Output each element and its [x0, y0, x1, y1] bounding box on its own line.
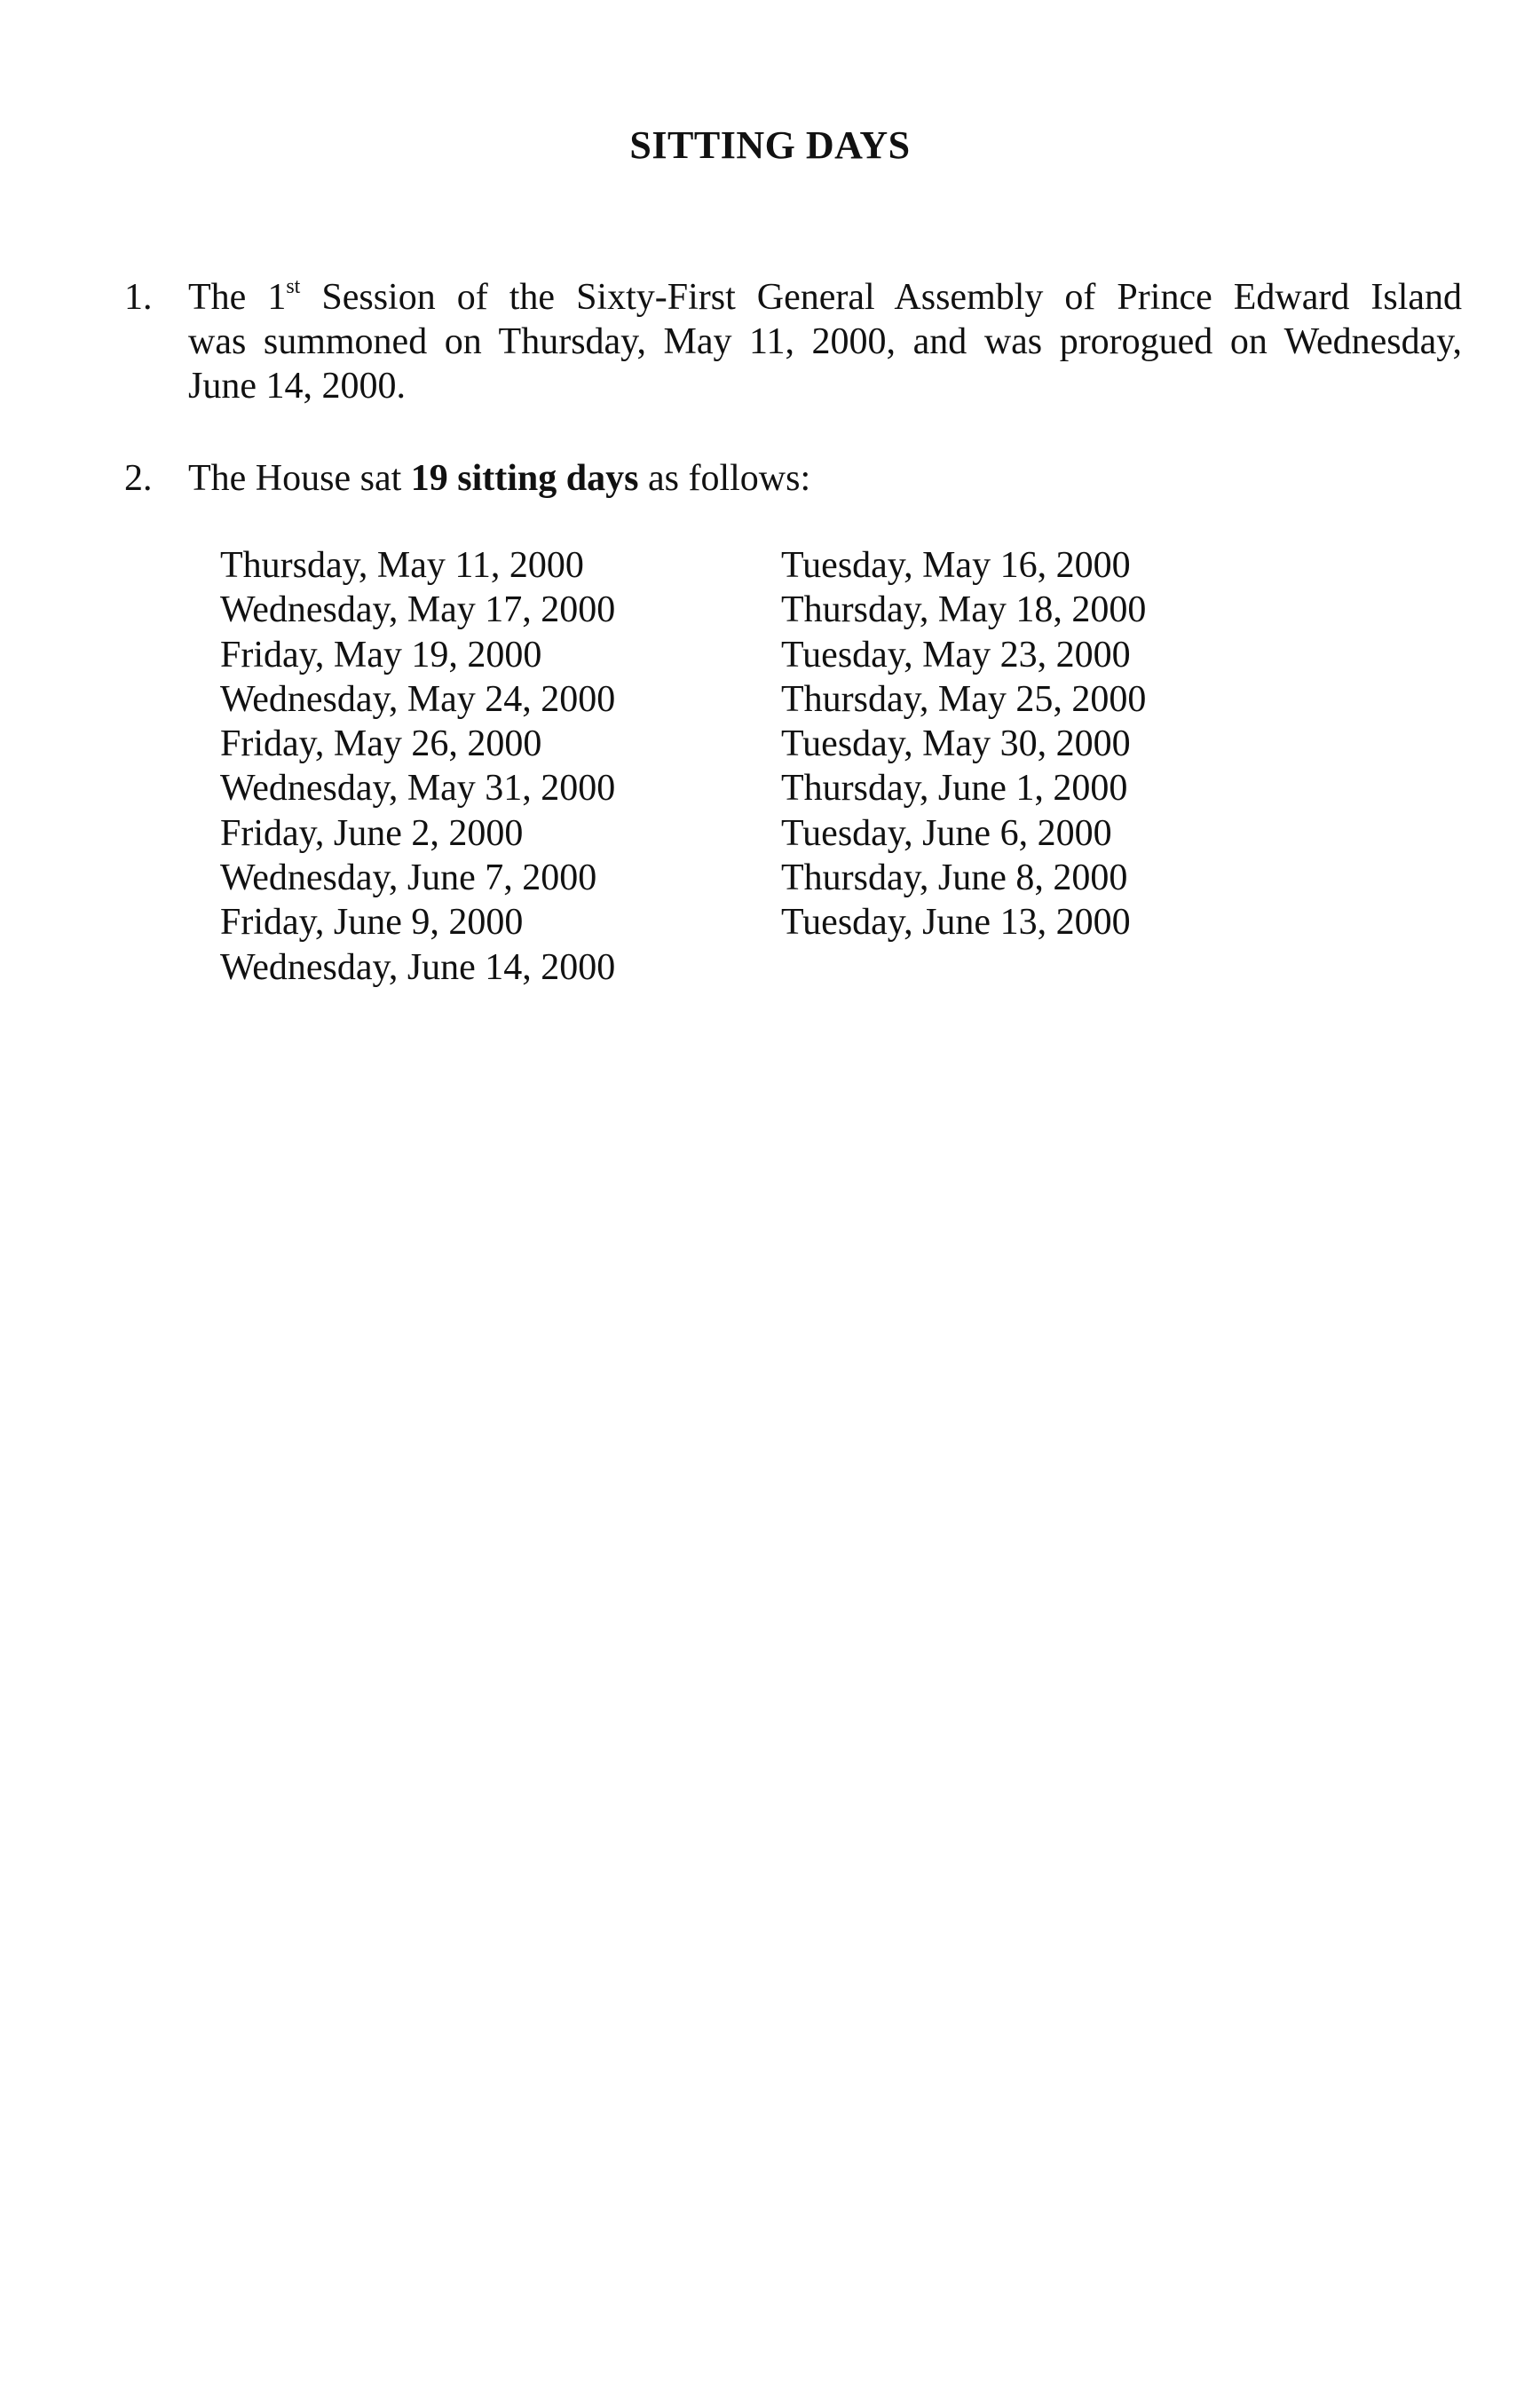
dates-left-column [220, 543, 615, 990]
item-text: Session of the Sixty-First General Assembly of Prince Edward Island [300, 277, 1463, 318]
item-line: was summoned on Thursday, May 11, 2000, and was prorogued on Wednesday, [188, 321, 1462, 362]
item-line [188, 275, 1462, 320]
sitting-date: Tuesday, June 6, 2000 [781, 812, 1112, 854]
sitting-date: Thursday, May 11, 2000 [220, 545, 584, 586]
sitting-date: Thursday, June 8, 2000 [781, 857, 1128, 899]
sitting-date: Tuesday, May 16, 2000 [781, 545, 1131, 586]
dates-right-column [781, 543, 1146, 945]
sitting-date: Friday, May 19, 2000 [220, 634, 542, 676]
sitting-date: Tuesday, June 13, 2000 [781, 902, 1131, 944]
item-body [188, 456, 1462, 501]
sitting-date: Wednesday, June 14, 2000 [220, 946, 616, 988]
sitting-date: Wednesday, June 7, 2000 [220, 857, 597, 899]
sitting-date: Wednesday, May 24, 2000 [220, 678, 616, 720]
sitting-date: Wednesday, May 31, 2000 [220, 768, 616, 810]
sitting-date: Tuesday, May 30, 2000 [781, 723, 1131, 765]
item-text: The House sat [188, 458, 411, 499]
ordinal-suffix: st [286, 275, 301, 298]
sitting-date: Friday, May 26, 2000 [220, 723, 542, 765]
sitting-date: Thursday, May 25, 2000 [781, 678, 1147, 720]
item-text: as follows: [638, 458, 811, 499]
sitting-date: Thursday, June 1, 2000 [781, 768, 1128, 810]
item-number: 2. [124, 458, 153, 499]
sitting-date: Wednesday, May 17, 2000 [220, 589, 616, 631]
item-line: June 14, 2000. [188, 366, 406, 407]
sitting-date: Thursday, May 18, 2000 [781, 589, 1147, 631]
sitting-days-count: 19 sitting days [410, 458, 639, 499]
item-number: 1. [124, 277, 153, 318]
sitting-date: Friday, June 2, 2000 [220, 812, 524, 854]
page-title: SITTING DAYS [629, 123, 911, 167]
item-body [188, 275, 1462, 408]
item-text: The 1 [188, 277, 287, 318]
sitting-date: Friday, June 9, 2000 [220, 902, 524, 944]
sitting-date: Tuesday, May 23, 2000 [781, 634, 1131, 676]
item-line [188, 456, 1462, 501]
